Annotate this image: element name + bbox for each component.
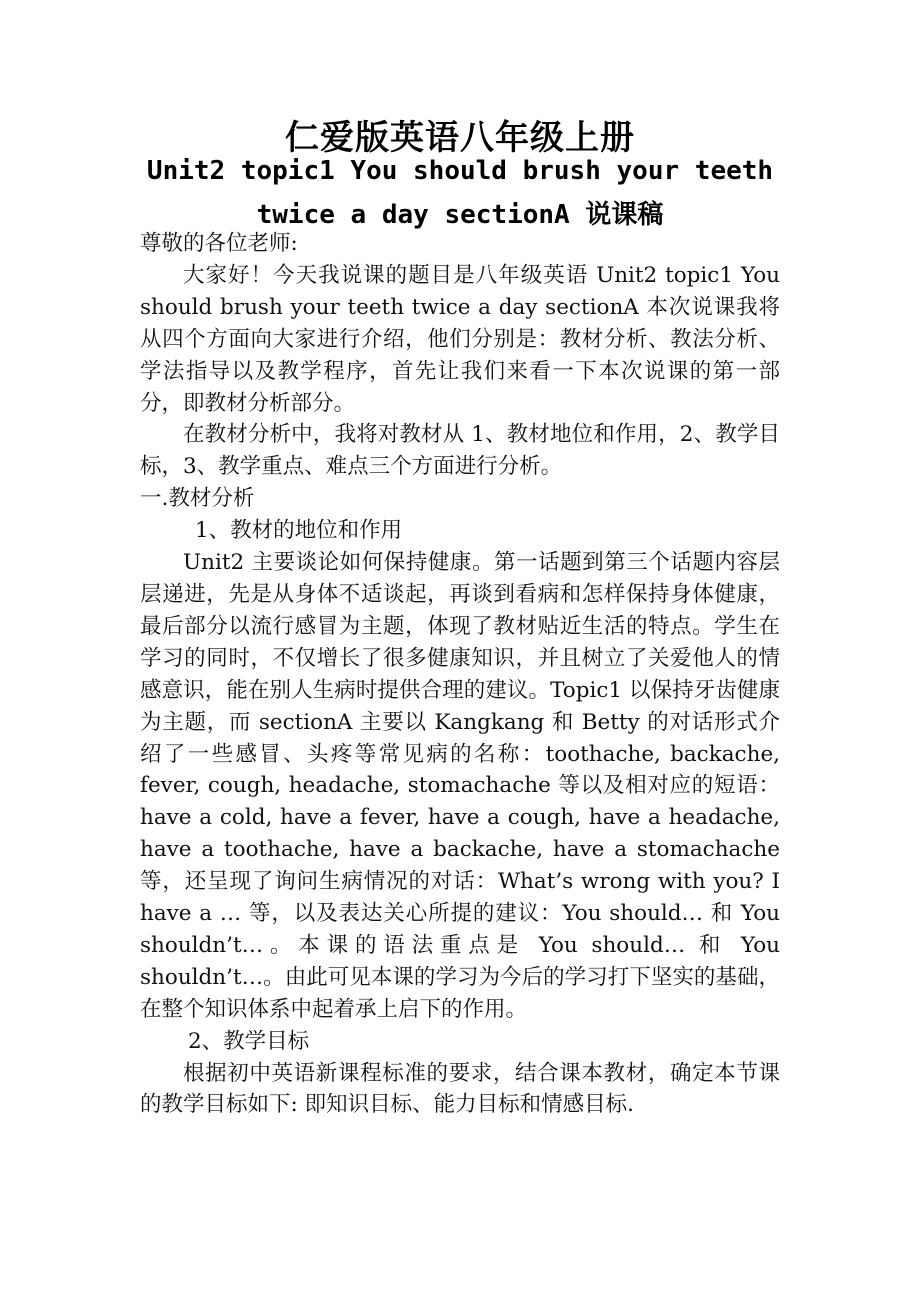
section-heading-textbook-analysis: 一.教材分析 bbox=[140, 486, 255, 512]
teaching-objectives-paragraph: 根据初中英语新课程标准的要求，结合课本教材，确定本节课的教学目标如下: 即知识目标、能力目标和情感目标. bbox=[140, 1060, 780, 1118]
intro-paragraph: 大家好！今天我说课的题目是八年级英语 Unit2 topic1 You should brush your teeth twice a day sectionA 本次说课我将从四个方面向大家进行介绍，他们分别是：教材分析、教法分析、学法指导以及教学程序，首先让我们来看一下本次说课的第一部分，即教材分析部分。 bbox=[140, 262, 780, 416]
document-subtitle-line1: Unit2 topic1 You should brush your teeth bbox=[146, 156, 774, 186]
document-body bbox=[140, 228, 780, 1121]
document-subtitle-line2: twice a day sectionA 说课稿 bbox=[256, 200, 664, 230]
analysis-intro-paragraph: 在教材分析中，我将对教材从 1、教材地位和作用，2、教学目标，3、教学重点、难点三个方面进行分析。 bbox=[140, 422, 780, 480]
document-title: 仁爱版英语八年级上册 bbox=[285, 118, 635, 158]
subheading-status-and-role: 1、教材的地位和作用 bbox=[195, 518, 403, 544]
status-and-role-paragraph: Unit2 主要谈论如何保持健康。第一话题到第三个话题内容层层递进，先是从身体不适谈起，再谈到看病和怎样保持身体健康，最后部分以流行感冒为主题，体现了教材贴近生活的特点。学生在学习的同时，不仅增长了很多健康知识，并且树立了关爱他人的情感意识，能在别人生病时提供合理的建议。Topic1 以保持牙齿健康为主题，而 sectionA 主要以 Kangkang 和 Betty 的对话形式介绍了一些感冒、头疼等常见病的名称：toothache, backache, fever, cough, headache, stomachache 等以及相对应的短语：have a cold, have a fever, have a cough, have a headache, have a toothache, have a backache, have a stomachache 等，还呈现了询问生病情况的对话：What’s wrong with you? I have a … 等，以及表达关心所提的建议：You should… 和 You shouldn’t…。本课的语法重点是 You should… 和 You shouldn’t…。由此可见本课的学习为今后的学习打下坚实的基础，在整个知识体系中起着承上启下的作用。 bbox=[140, 550, 780, 1022]
greeting: 尊敬的各位老师: bbox=[140, 231, 298, 256]
subheading-teaching-objectives: 2、教学目标 bbox=[188, 1028, 310, 1054]
